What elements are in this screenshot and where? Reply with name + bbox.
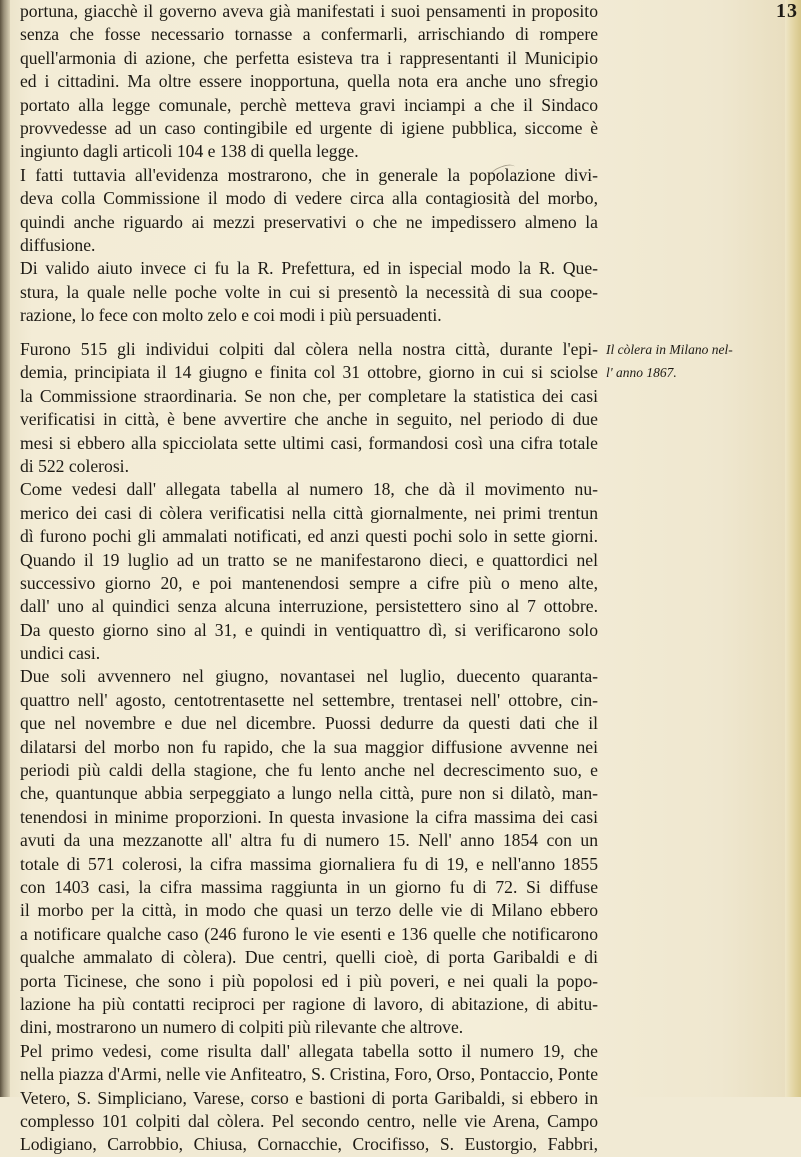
text-line: Pel primo vedesi, come risulta dall' allegata tabella sotto il numero 19, che (20, 1040, 598, 1061)
text-line: portuna, giacchè il governo aveva già manifestati i suoi pensamenti in proposito (20, 1, 598, 21)
text-line: quattro nell' agosto, centotrentasette nel settembre, trentasei nell' ottobre, cin- (20, 689, 598, 710)
text-line: Due soli avvennero nel giugno, novantasei nel luglio, duecento quaranta- (20, 666, 598, 687)
text-line: lazione ha più contatti reciproci per ragione di lavoro, di abitazione, di abitu- (20, 993, 598, 1014)
text-line: undici casi. (20, 643, 101, 664)
text-line: mesi si ebbero alla spicciolata sette ultimi casi, formandosi così una cifra totale (20, 432, 598, 453)
paragraph-block-1 (20, 0, 598, 327)
text-line: stura, la quale nelle poche volte in cui si presentò la necessità di sua coope- (20, 281, 598, 302)
text-line: razione, lo fece con molto zelo e coi modi i più persuadenti. (20, 305, 442, 326)
text-line: Come vedesi dall' allegata tabella al numero 18, che dà il movimento nu- (20, 479, 598, 500)
text-line: complesso 101 colpiti dal còlera. Pel secondo centro, nelle vie Arena, Campo (20, 1110, 598, 1131)
text-line: Di valido aiuto invece ci fu la R. Prefettura, ed in ispecial modo la R. Que- (20, 258, 598, 279)
margin-note (606, 338, 796, 385)
text-line: ed i cittadini. Ma oltre essere inopportuna, quella nota era anche uno sfregio (20, 71, 598, 92)
text-line: avuti da una mezzanotte all' altra fu di numero 15. Nell' anno 1854 con un (20, 830, 598, 851)
text-line: demia, principiata il 14 giugno e finita col 31 ottobre, giorno in cui si sciolse (20, 362, 598, 383)
text-line: il morbo per la città, in modo che quasi un terzo delle vie di Milano ebbero (20, 900, 598, 921)
text-line: Lodigiano, Carrobbio, Chiusa, Cornacchie, Crocifisso, S. Eustorgio, Fabbri, (20, 1134, 598, 1155)
text-line: quindi anche riguardo ai mezzi preservativi o che ne impedissero almeno la (20, 211, 598, 232)
paragraph-block-2 (20, 338, 598, 1157)
text-line: diffusione. (20, 234, 96, 255)
text-line: a notificare qualche caso (246 furono le vie esenti e 136 quelle che notificarono (20, 923, 598, 944)
text-line: dini, mostrarono un numero di colpiti più rilevante che altrove. (20, 1017, 464, 1038)
text-line: dì furono pochi gli ammalati notificati, ed anzi questi pochi solo in sette giorni. (20, 526, 598, 547)
text-line: Vetero, S. Simpliciano, Varese, corso e bastioni di porta Garibaldi, si ebbero in (20, 1087, 598, 1108)
text-line: totale di 571 colerosi, la cifra massima giornaliera fu di 19, e nell'anno 1855 (20, 853, 598, 874)
text-line: deva colla Commissione il modo di vedere circa alla contagiosità del morbo, (20, 188, 598, 209)
text-line: che, quantunque abbia serpeggiato a lungo nella città, pure non si dilatò, man- (20, 783, 598, 804)
text-line: periodi più caldi della stagione, che fu lento anche nel decrescimento suo, e (20, 760, 598, 781)
text-line: provvedesse ad un caso contingibile ed urgente di igiene pubblica, siccome è (20, 117, 598, 138)
page-number: 13 (776, 0, 798, 22)
text-line: Quando il 19 luglio ad un tratto se ne manifestarono dieci, e quattordici nel (20, 549, 598, 570)
margin-note-line: Il còlera in Milano nel- (606, 342, 733, 357)
text-line: Furono 515 gli individui colpiti dal còlera nella nostra città, durante l'epi- (20, 339, 598, 359)
text-line: verificatisi in città, è bene avvertire che anche in seguito, nel periodo di due (20, 409, 598, 430)
page-edge (785, 0, 801, 1097)
text-line: I fatti tuttavia all'evidenza mostrarono, che in generale la popolazione divi- (20, 164, 598, 185)
text-line: nella piazza d'Armi, nelle vie Anfiteatro, S. Cristina, Foro, Orso, Pontaccio, Ponte (20, 1064, 598, 1085)
text-line: la Commissione straordinaria. Se non che, per completare la statistica dei casi (20, 385, 598, 406)
text-line: porta Ticinese, che sono i più popolosi ed i più poveri, e nei quali la popo- (20, 970, 598, 991)
margin-note-line: l' anno 1867. (606, 365, 677, 381)
binding-shadow (0, 0, 10, 1097)
text-line: dilatarsi del morbo non fu rapido, che la sua maggior diffusione avvenne nei (20, 736, 598, 757)
text-line: Da questo giorno sino al 31, e quindi in ventiquattro dì, si verificarono solo (20, 619, 598, 640)
text-line: qualche ammalato di còlera). Due centri, quelli cioè, di porta Garibaldi e di (20, 947, 598, 968)
text-line: di 522 colerosi. (20, 455, 129, 476)
text-line: con 1403 casi, la cifra massima raggiunta in un giorno fu di 72. Si diffuse (20, 876, 598, 897)
text-line: quell'armonia di azione, che perfetta esisteva tra i rappresentanti il Municipio (20, 47, 598, 68)
text-line: successivo giorno 20, e poi mantenendosi sempre a cifre più o meno alte, (20, 572, 598, 593)
text-line: senza che fosse necessario tornasse a confermarli, arrischiando di rompere (20, 24, 598, 45)
text-line: merico dei casi di còlera verificatisi nella città giornalmente, nei primi trentun (20, 502, 598, 523)
text-line: portato alla legge comunale, perchè metteva gravi inciampi a che il Sindaco (20, 94, 598, 115)
text-line: dall' uno al quindici senza alcuna interruzione, persistettero sino al 7 ottobre. (20, 596, 598, 617)
text-line: ingiunto dagli articoli 104 e 138 di quella legge. (20, 141, 359, 162)
text-line: tenendosi in minime proporzioni. In questa invasione la cifra massima dei casi (20, 806, 598, 827)
text-line: que nel novembre e due nel dicembre. Puossi dedurre da questi dati che il (20, 713, 598, 734)
